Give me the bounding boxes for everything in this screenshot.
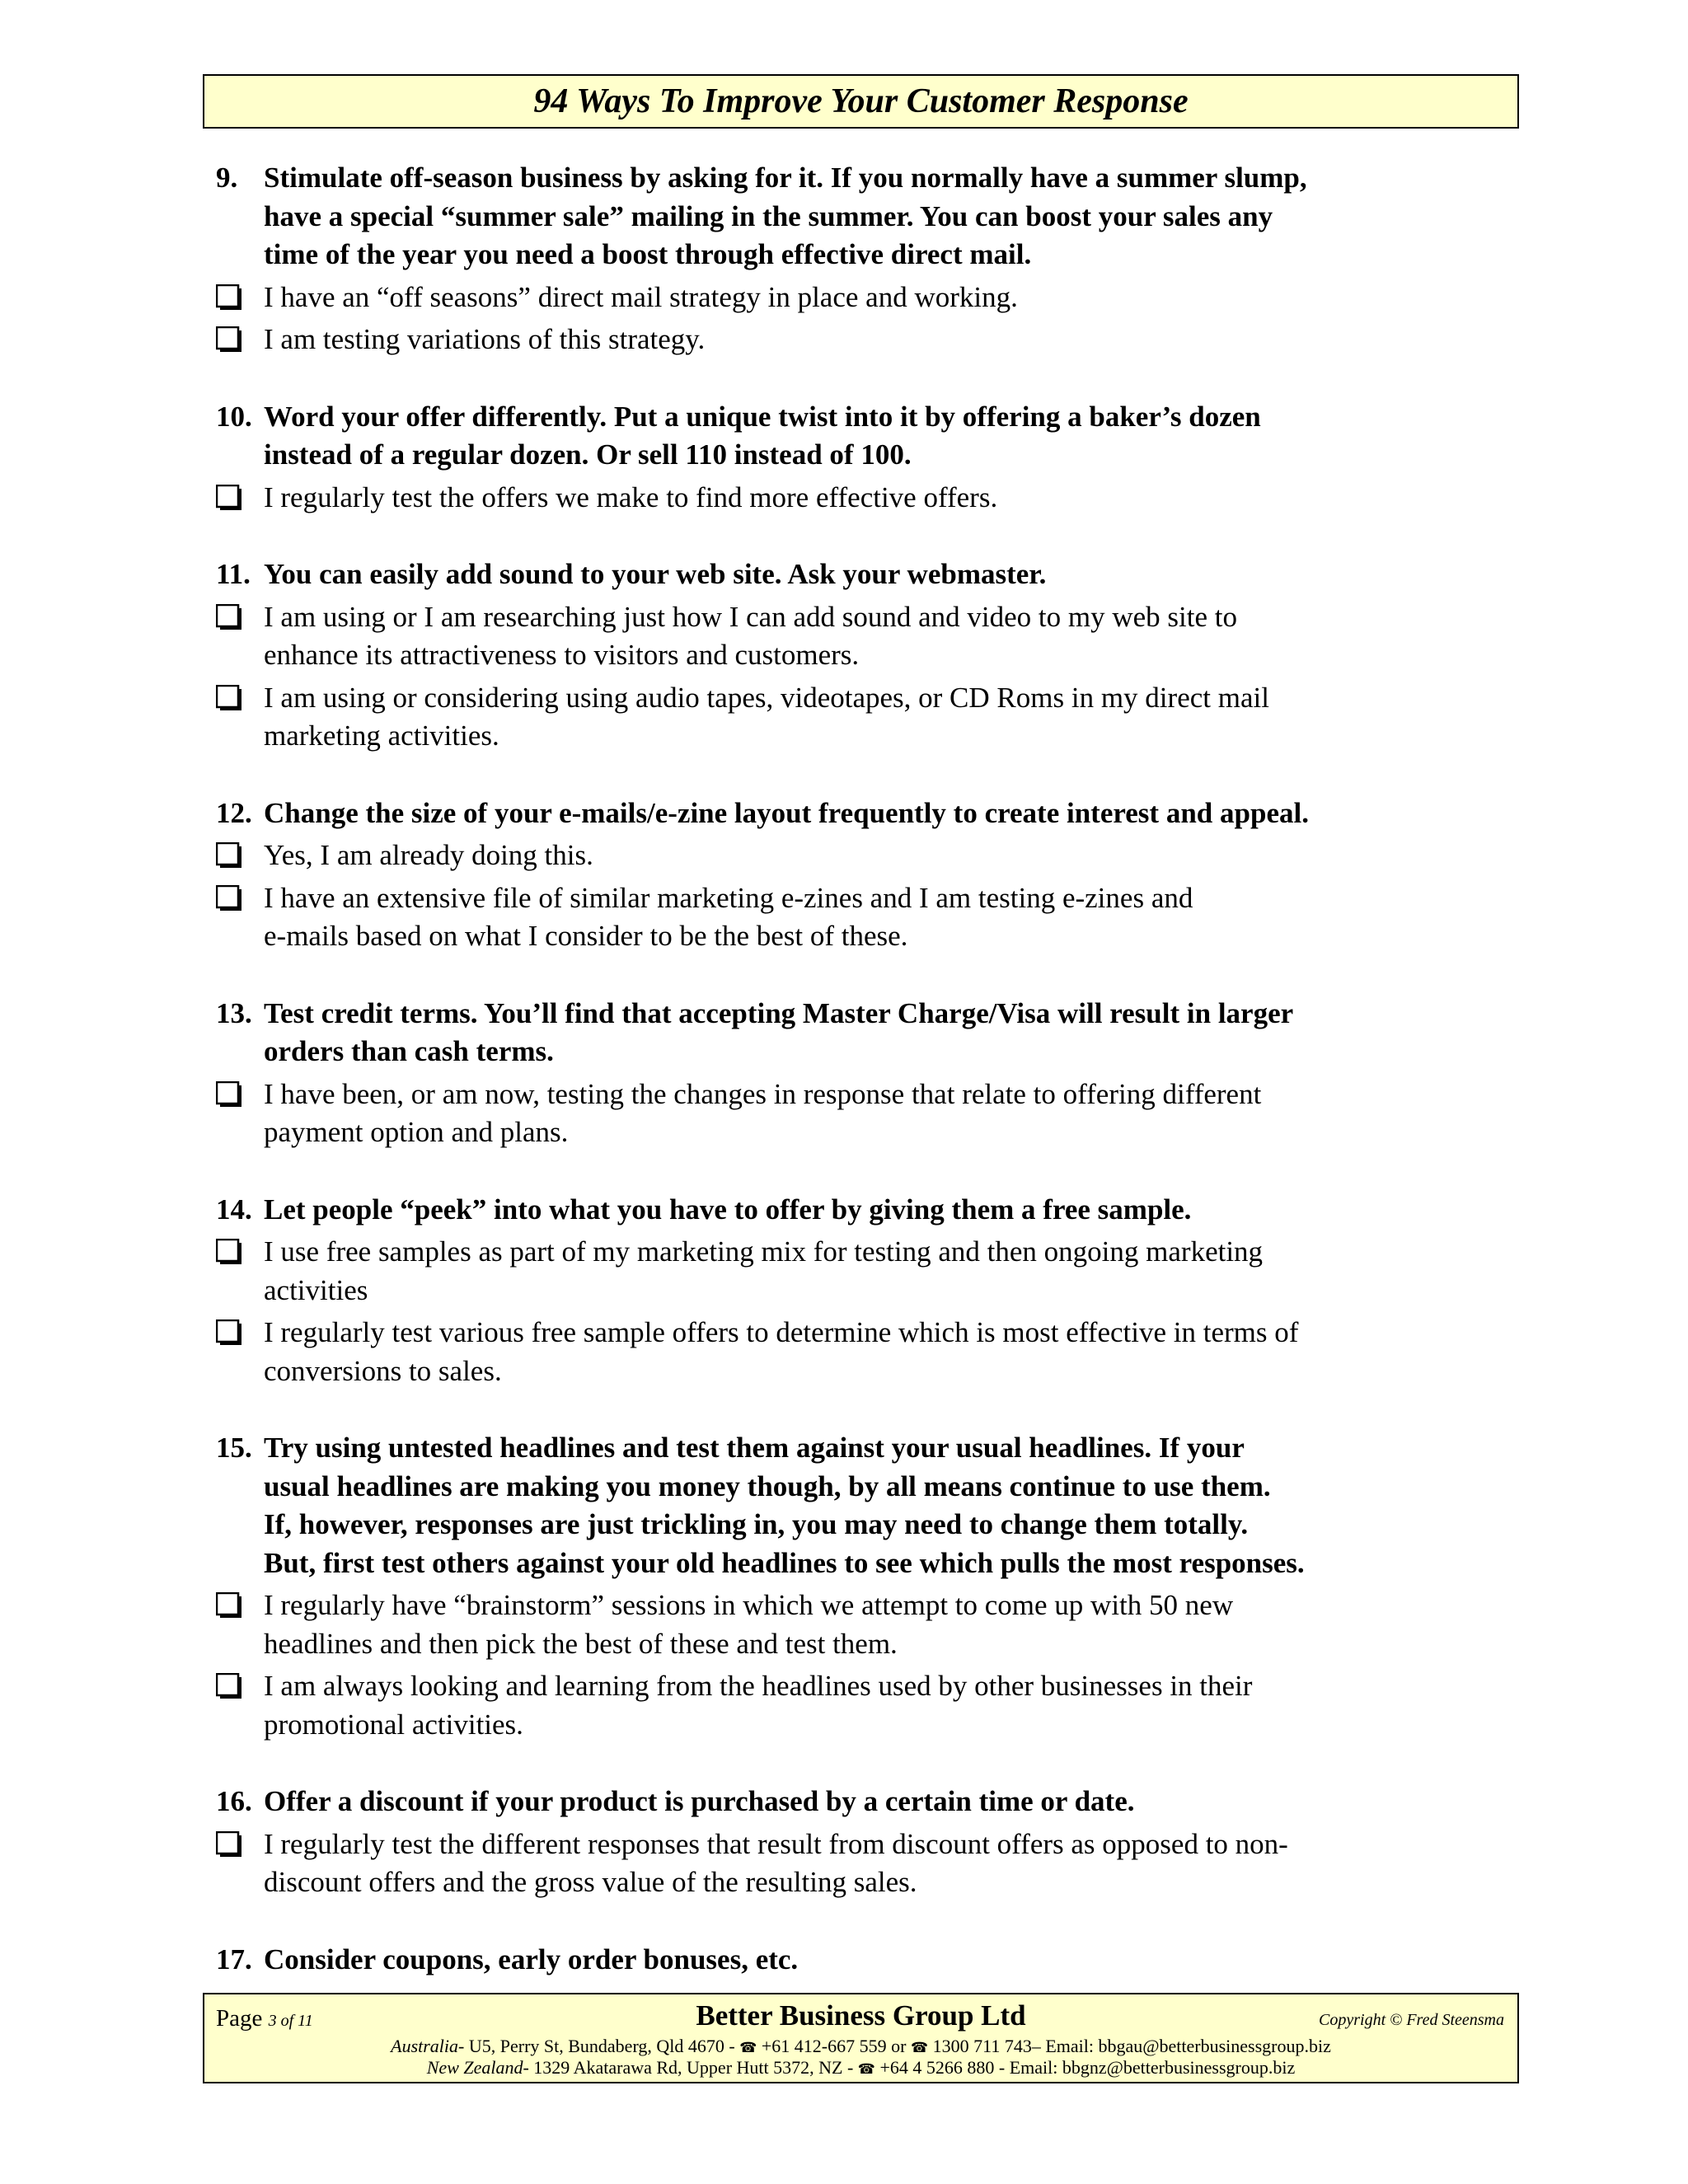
item-heading [216,1191,1493,1230]
page-number: Page 3 of 11 [216,2005,313,2032]
checklist-content [216,159,1493,2018]
checkbox-icon[interactable] [216,685,242,711]
checklist-text: I have an extensive file of similar marketing e-zines and I am testing e-zines and [264,881,1193,914]
copyright-notice: Copyright © Fred Steensma [1319,2011,1504,2029]
item-number: 14. [216,1193,252,1226]
checkbox-icon[interactable] [216,604,242,630]
item-heading [216,1783,1493,1821]
item-number: 17. [216,1943,252,1975]
checklist-item [216,995,1493,1152]
checklist-text: I use free samples as part of my marketing mix for testing and then ongoing marketing [264,1235,1264,1268]
checklist-row [216,1233,1493,1310]
checklist-item [216,1941,1493,1980]
checklist-row [216,679,1493,756]
item-heading-line: Test credit terms. You’ll find that accepting Master Charge/Visa will result in larger [264,996,1294,1029]
phone-icon: ☎ [739,2040,757,2056]
item-heading [216,1941,1493,1980]
new-zealand-contact: New Zealand- 1329 Akatarawa Rd, Upper Hutt 5372, NZ - ☎ +64 4 5266 880 - Email: bbgnz@betterbusinessgroup.biz [426,2057,1296,2078]
checkbox-icon[interactable] [216,1319,242,1346]
checklist-text: I am testing variations of this strategy. [264,323,706,355]
checklist-text: I have an “off seasons” direct mail strategy in place and working. [264,280,1018,313]
item-heading-line: Offer a discount if your product is purchased by a certain time or date. [264,1785,1135,1817]
item-number: 16. [216,1785,252,1817]
checklist-row [216,1076,1493,1152]
document-title: 94 Ways To Improve Your Customer Response [533,82,1189,120]
item-number: 10. [216,400,252,433]
australia-contact: Australia- U5, Perry St, Bundaberg, Qld 4670 - ☎ +61 412-667 559 or ☎ 1300 711 743– Email: bbgau@betterbusinessgroup.biz [391,2036,1331,2056]
company-name: Better Business Group Ltd [696,1999,1026,2032]
checklist-text: enhance its attractiveness to visitors and customers. [264,639,860,671]
checklist-text: I regularly test the different responses that result from discount offers as opposed to non- [264,1827,1288,1860]
checklist-text: conversions to sales. [264,1354,502,1387]
item-number: 11. [216,558,251,590]
checklist-text: e-mails based on what I consider to be the best of these. [264,920,908,952]
checklist-row [216,879,1493,956]
item-heading [216,995,1493,1071]
item-number: 13. [216,996,252,1029]
checklist-row [216,1586,1493,1663]
checklist-text: marketing activities. [264,719,499,752]
checklist-text: I regularly have “brainstorm” sessions in which we attempt to come up with 50 new [264,1589,1234,1621]
checkbox-icon[interactable] [216,284,242,311]
item-number: 12. [216,796,252,829]
checklist-item [216,1191,1493,1391]
checklist-row [216,279,1493,317]
checkbox-icon[interactable] [216,485,242,511]
item-number: 15. [216,1432,252,1464]
item-heading-line: Try using untested headlines and test them against your usual headlines. If your [264,1432,1245,1464]
item-heading [216,794,1493,833]
checklist-text: I have been, or am now, testing the changes in response that relate to offering different [264,1077,1262,1110]
item-heading-line: If, however, responses are just trickling in, you may need to change them totally. [264,1508,1249,1540]
checklist-item [216,794,1493,956]
checklist-item [216,1429,1493,1744]
item-heading-line: You can easily add sound to your web site. Ask your webmaster. [264,558,1047,590]
checklist-text: I regularly test various free sample offers to determine which is most effective in terms of [264,1316,1299,1348]
checkbox-icon[interactable] [216,1592,242,1619]
checkbox-icon[interactable] [216,326,242,353]
checklist-text: I am using or considering using audio tapes, videotapes, or CD Roms in my direct mail [264,681,1269,714]
item-heading [216,555,1493,594]
item-heading [216,1429,1493,1582]
item-heading-line: have a special “summer sale” mailing in the summer. You can boost your sales any [264,199,1273,232]
checklist-text: activities [264,1273,368,1306]
checkbox-icon[interactable] [216,842,242,869]
checklist-text: promotional activities. [264,1708,523,1741]
checklist-item [216,398,1493,518]
checklist-row [216,837,1493,875]
checklist-text: Yes, I am already doing this. [264,839,593,871]
checklist-row [216,598,1493,675]
checklist-row [216,1825,1493,1902]
item-number: 9. [216,162,238,194]
checkbox-icon[interactable] [216,1831,242,1858]
checklist-row [216,1314,1493,1390]
item-heading-line: usual headlines are making you money though, by all means continue to use them. [264,1469,1271,1502]
checklist-text: headlines and then pick the best of these and test them. [264,1627,898,1660]
item-heading [216,398,1493,475]
item-heading-line: time of the year you need a boost through effective direct mail. [264,238,1032,270]
checklist-text: I am always looking and learning from the headlines used by other businesses in their [264,1670,1253,1702]
checklist-item [216,1783,1493,1902]
page-header [203,74,1519,129]
item-heading [216,159,1493,274]
checkbox-icon[interactable] [216,885,242,912]
checklist-item [216,555,1493,756]
checklist-item [216,159,1493,359]
checklist-text: payment option and plans. [264,1116,569,1148]
checklist-text: I regularly test the offers we make to find more effective offers. [264,480,998,513]
checklist-text: I am using or I am researching just how I can add sound and video to my web site to [264,600,1237,633]
checklist-row [216,1667,1493,1744]
page-footer [203,1993,1519,2083]
item-heading-line: But, first test others against your old headlines to see which pulls the most responses. [264,1546,1305,1579]
item-heading-line: Consider coupons, early order bonuses, etc. [264,1943,799,1975]
checklist-row [216,321,1493,359]
item-heading-line: Let people “peek” into what you have to offer by giving them a free sample. [264,1193,1192,1226]
item-heading-line: orders than cash terms. [264,1035,554,1067]
checklist-text: discount offers and the gross value of the resulting sales. [264,1866,917,1898]
checkbox-icon[interactable] [216,1081,242,1108]
item-heading-line: instead of a regular dozen. Or sell 110 instead of 100. [264,438,912,471]
item-heading-line: Stimulate off-season business by asking for it. If you normally have a summer slump, [264,162,1307,194]
phone-icon: ☎ [857,2061,875,2078]
item-heading-line: Change the size of your e-mails/e-zine layout frequently to create interest and appeal. [264,796,1309,829]
phone-icon: ☎ [910,2040,929,2056]
item-heading-line: Word your offer differently. Put a unique twist into it by offering a baker’s dozen [264,400,1261,433]
checkbox-icon[interactable] [216,1673,242,1699]
checkbox-icon[interactable] [216,1239,242,1265]
checklist-row [216,479,1493,518]
